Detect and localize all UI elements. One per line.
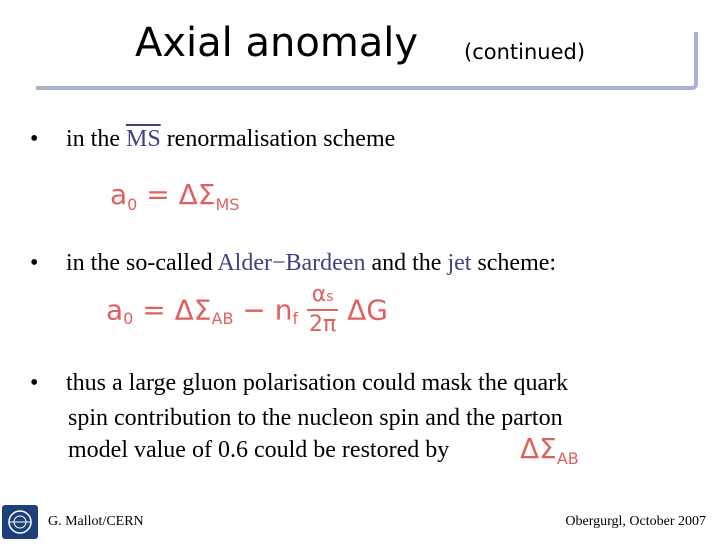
eq2-delta-sigma: ΔΣ [174,293,212,327]
bullet-3-line-1: thus a large gluon polarisation could mask the quark [66,370,569,396]
bullet-2-suffix: scheme: [477,250,557,276]
eq2-lhs-sub: 0 [123,309,134,328]
bullet-3-line-3: model value of 0.6 could be restored by [68,437,450,463]
eq2-fraction [307,284,338,336]
bullet-1-suffix: renormalisation scheme [166,126,396,152]
bullet-2-alder-bardeen: Alder−Bardeen [217,250,366,276]
bullet-3-line-2: spin contribution to the nucleon spin and the parton [68,405,563,431]
bullet-2-middle: and the [371,250,442,276]
bullet-dot-icon: • [30,126,39,152]
eq2-n: n [274,293,293,327]
footer-date: Obergurgl, October 2007 [565,514,706,529]
bullet-2-jet: jet [447,250,472,276]
eq2-alpha-sub: s [326,289,334,305]
eq2-delta-sigma-sub: AB [211,309,234,328]
eq2-minus: − [242,293,266,327]
bullet-2-prefix: in the so-called [66,250,213,276]
footer-author: G. Mallot/CERN [48,514,144,529]
eq2-alpha: α [311,282,327,307]
eq2-numerator [307,284,338,306]
eq1-equals: = [146,178,170,211]
eq1-lhs: a [110,178,128,211]
equation-3 [520,432,579,468]
cern-logo-icon [2,505,38,539]
bullet-2 [30,250,556,277]
eq1-rhs: ΔΣ [178,178,216,211]
equation-1 [110,178,239,214]
bullet-1-prefix: in the [66,126,120,152]
slide-title: Axial anomaly [135,20,419,66]
eq1-rhs-sub: MS [215,195,240,214]
eq2-fraction-bar [307,309,338,311]
eq1-lhs-sub: 0 [127,195,138,214]
eq3-delta-sigma: ΔΣ [520,432,557,465]
bullet-dot-icon: • [30,370,39,396]
eq2-delta-g: ΔG [347,293,389,327]
bullet-1-ms: $\overline{MS}$ [126,126,161,152]
bullet-3 [30,370,568,397]
eq2-denominator: 2π [309,312,337,337]
bullet-dot-icon: • [30,250,39,276]
eq2-n-sub: f [292,309,299,328]
slide-subtitle: (continued) [464,40,586,64]
eq2-equals: = [142,293,166,327]
eq3-delta-sigma-sub: AB [556,449,579,468]
bullet-1 [30,126,395,153]
equation-2 [106,284,388,336]
eq2-lhs: a [106,293,124,327]
